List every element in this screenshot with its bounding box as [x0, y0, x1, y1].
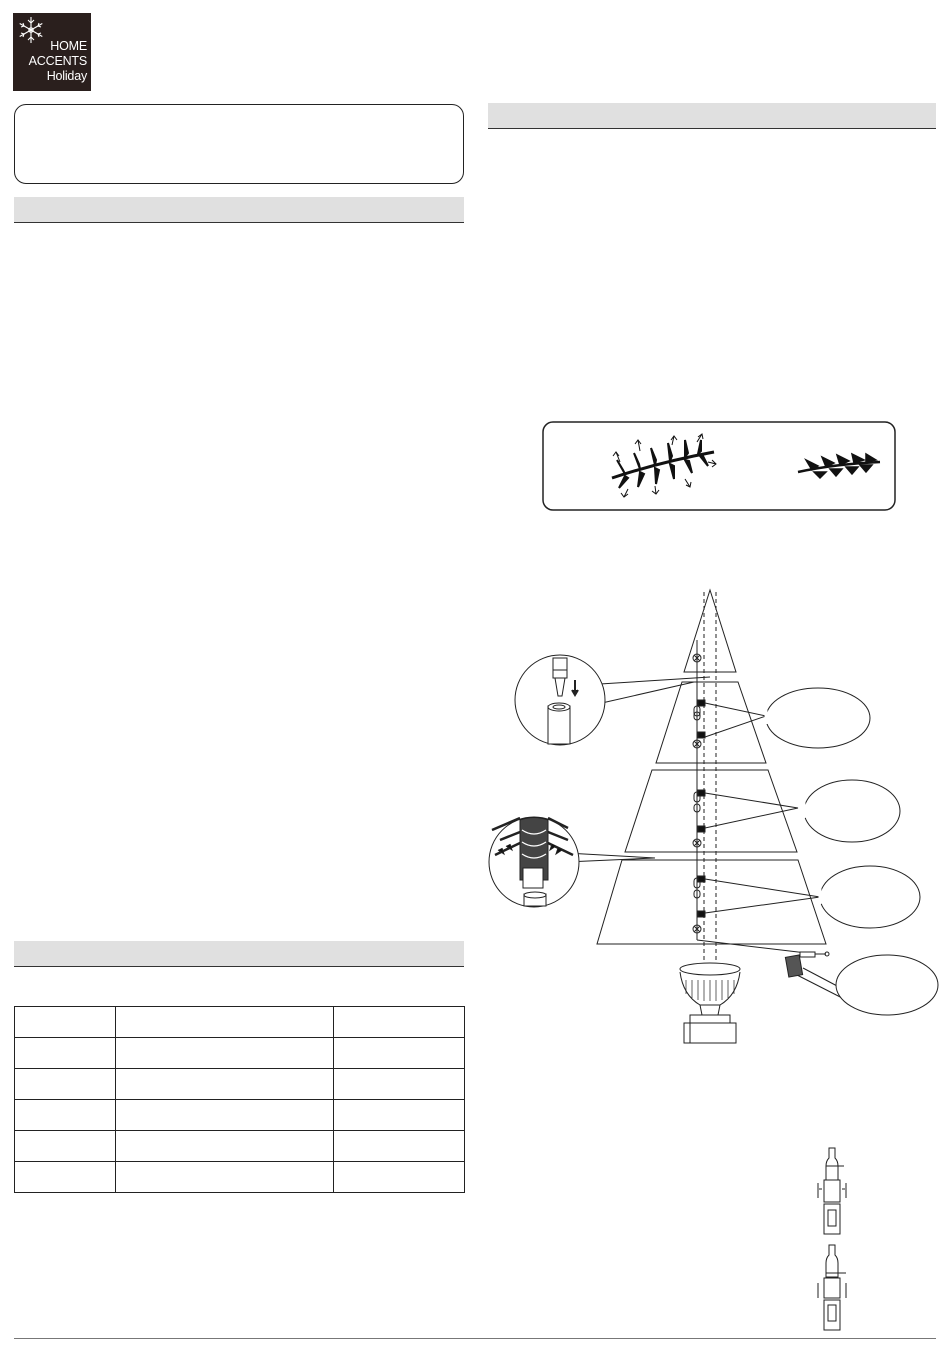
urn-base-icon	[680, 963, 740, 1043]
callout-bubble-4	[797, 955, 938, 1015]
footer-rule	[14, 1338, 936, 1339]
connector-plug-icon	[785, 952, 829, 977]
brand-line-2: ACCENTS	[28, 54, 87, 68]
branch-fluffing-box	[543, 422, 895, 510]
bulb-replacement-diagram-2	[818, 1245, 846, 1330]
tree-diagram	[489, 590, 938, 1043]
brand-line-3: Holiday	[46, 69, 87, 83]
bulb-replacement-diagram-1	[818, 1148, 846, 1234]
brand-line-1: HOME	[50, 39, 87, 53]
